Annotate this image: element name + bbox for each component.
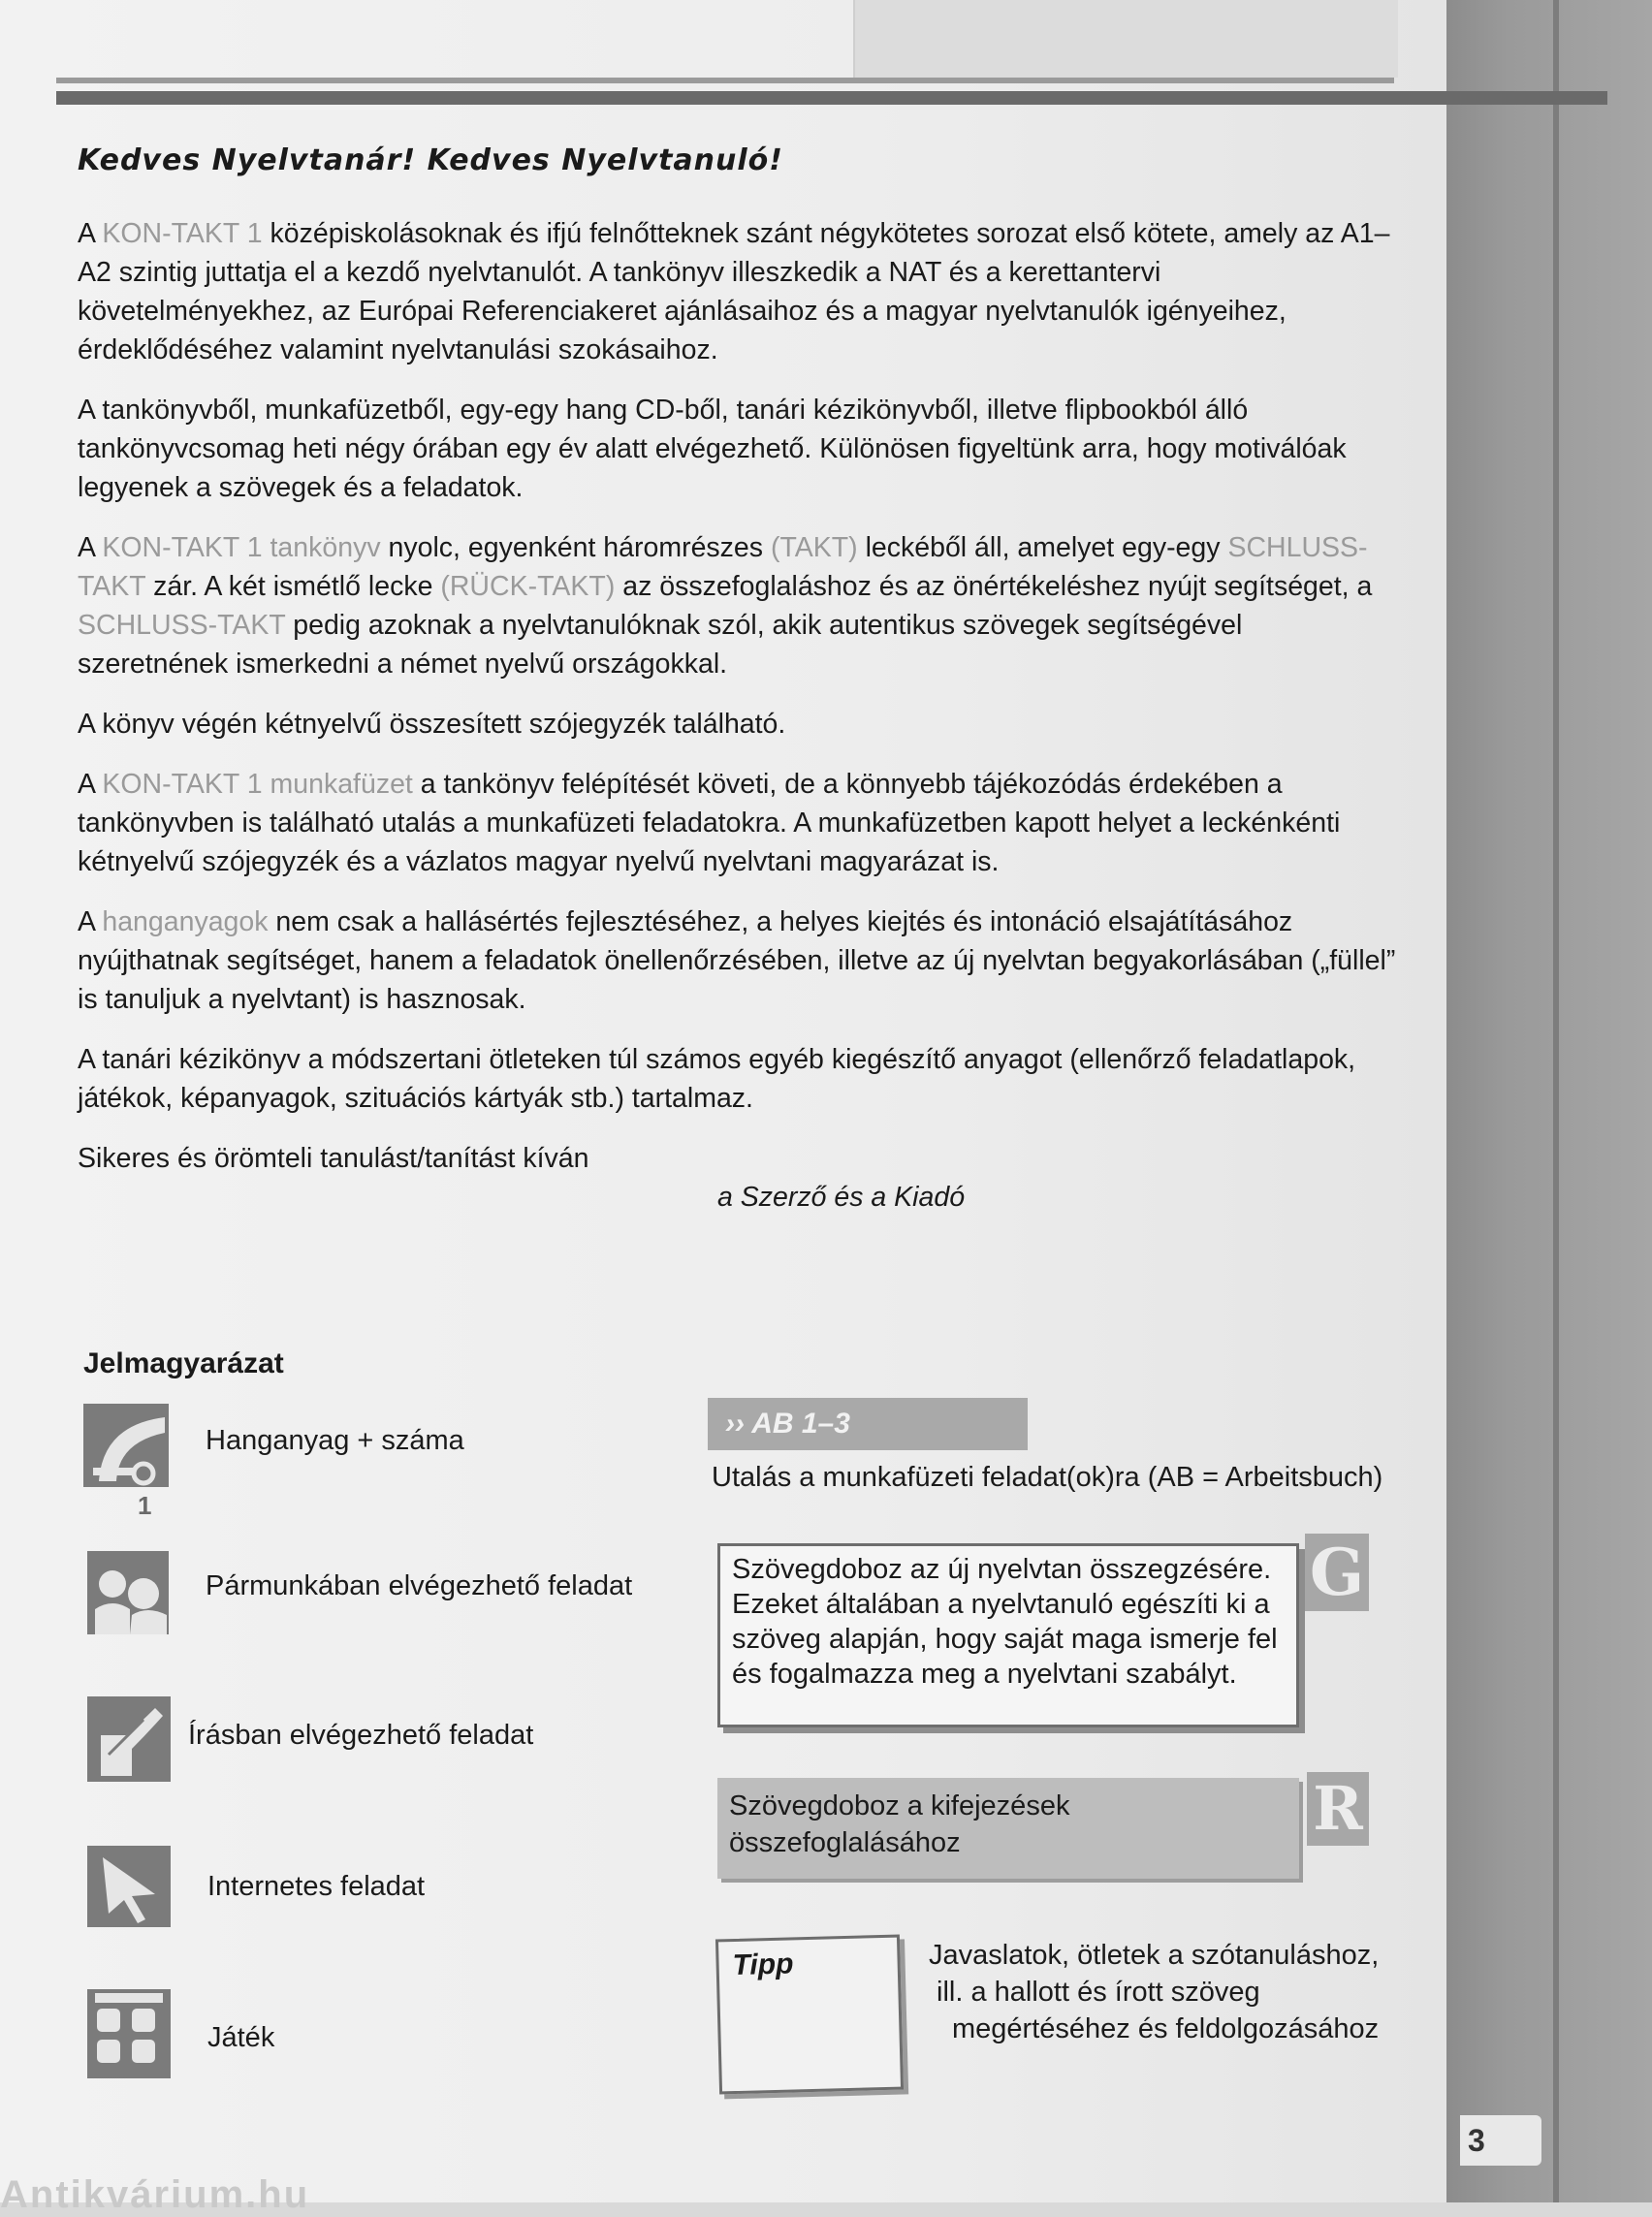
watermark: Antikvárium.hu <box>0 2173 310 2216</box>
text: középiskolásoknak és ifjú felnőtteknek szánt négykötetes sorozat első kötete, amely az A1–A2 szintig juttatja el a kezdő nyelvtanulót. A tankönyv illeszkedik a NAT és a kerettantervi követelményekhez, az Európai Referenciakeret ajánlásaihoz és a magyar nyelvtanulók igényeihez, érdeklődéséhez valamint nyelvtanulási szokásaihoz. <box>78 218 1390 365</box>
highlight-munkafuzet: KON-TAKT 1 munkafüzet <box>102 769 413 800</box>
legend-title: Jelmagyarázat <box>83 1347 284 1379</box>
internet-icon <box>87 1846 171 1927</box>
signature: a Szerző és a Kiadó <box>717 1182 966 1213</box>
pair-work-icon <box>87 1551 169 1634</box>
highlight-ruck-takt: (RÜCK-TAKT) <box>440 571 616 602</box>
audio-icon-graphic <box>83 1404 169 1487</box>
writing-label: Írásban elvégezhető feladat <box>188 1720 534 1751</box>
text: pedig azoknak a nyelvtanulóknak szól, akik autentikus szövegek segítségével szeretnének ismerkedni a német nyelvű országokkal. <box>78 610 1243 680</box>
binding-edge <box>1553 0 1559 2202</box>
tipp-line-3: megértéséhez és feldolgozásához <box>952 2013 1380 2044</box>
highlight-takt: (TAKT) <box>770 532 858 563</box>
ab-reference-note: Utalás a munkafüzeti feladat(ok)ra (AB = Arbeitsbuch) <box>712 1462 1383 1493</box>
intro-paragraph-1 <box>78 214 1396 369</box>
text: A <box>78 769 103 800</box>
intro-paragraph-7: A tanári kézikönyv a módszertani ötleteken túl számos egyéb kiegészítő anyagot (ellenőrző feladatlapok, játékok, képanyagok, szituációs kártyák stb.) tartalmaz. <box>78 1044 1356 1114</box>
closing-line: Sikeres és örömteli tanulást/tanítást kíván <box>78 1143 589 1174</box>
tipp-label: Tipp <box>732 1948 794 1982</box>
text: A <box>78 218 103 249</box>
game-label: Játék <box>207 2022 275 2053</box>
intro-paragraph-3 <box>78 528 1396 683</box>
pair-work-icon-graphic <box>87 1551 169 1634</box>
highlight-schluss-takt-2: SCHLUSS-TAKT <box>78 610 286 641</box>
dice-icon-graphic <box>87 1989 171 2078</box>
text: nem csak a hallásértés fejlesztéséhez, a helyes kiejtés és intonáció elsajátításához nyújthatnak segítséget, hanem a feladatok önellenőrzésében, illetve az új nyelvtan begyakorlásában („füllel” is tanuljuk a nyelvtant) is hasznosak. <box>78 906 1396 1015</box>
audio-icon <box>83 1404 169 1487</box>
tipp-description <box>929 1937 1379 2047</box>
grammar-badge: G <box>1305 1534 1369 1611</box>
header-tab <box>853 0 1398 78</box>
tipp-line-2: ill. a hallott és írott szöveg <box>937 1977 1260 2008</box>
writing-icon-graphic <box>87 1696 171 1782</box>
text: az összefoglaláshoz és az önértékeléshez nyújt segítséget, a <box>615 571 1373 602</box>
intro-heading: Kedves Nyelvtanár! Kedves Nyelvtanuló! <box>78 143 783 177</box>
tipp-line-1: Javaslatok, ötletek a szótanuláshoz, <box>929 1940 1380 1971</box>
text: leckéből áll, amelyet egy-egy <box>857 532 1228 563</box>
intro-paragraph-2: A tankönyvből, munkafüzetből, egy-egy hang CD-ből, tanári kézikönyvből, illetve flipbookból álló tankönyvcsomag heti négy órában egy év alatt elvégezhető. Különösen figyeltünk arra, hogy motiválóak legyenek a szövegek és a feladatok. <box>78 395 1347 503</box>
writing-icon <box>87 1696 171 1782</box>
text: zár. A két ismétlő lecke <box>145 571 441 602</box>
intro-paragraph-6 <box>78 903 1396 1019</box>
highlight-hanganyagok: hanganyagok <box>102 906 269 937</box>
highlight-tankonyv: KON-TAKT 1 tankönyv <box>102 532 381 563</box>
header-rule-thin <box>56 78 1394 83</box>
audio-number: 1 <box>138 1491 152 1520</box>
highlight-schluss-takt: SCHLUSS-TAKT <box>78 532 1368 602</box>
phrase-box: Szövegdoboz a kifejezések összefoglalásához <box>717 1778 1299 1879</box>
intro-paragraph-4: A könyv végén kétnyelvű összesített szójegyzék található. <box>78 709 786 740</box>
text: nyolc, egyenként háromrészes <box>380 532 771 563</box>
ab-reference-tag: ›› AB 1–3 <box>708 1398 1028 1450</box>
game-icon <box>87 1989 171 2078</box>
phrase-badge: R <box>1307 1772 1369 1846</box>
internet-label: Internetes feladat <box>207 1871 426 1902</box>
intro-section <box>78 143 1396 1217</box>
highlight-kontakt1: KON-TAKT 1 <box>102 218 263 249</box>
text: a tankönyv felépítését követi, de a könnyebb tájékozódás érdekében a tankönyvben is található utalás a munkafüzeti feladatokra. A munkafüzetben kapott helyet a leckénkénti kétnyelvű szójegyzék és a vázlatos magyar nyelvű nyelvtani magyarázat is. <box>78 769 1341 877</box>
audio-label: Hanganyag + száma <box>206 1425 464 1456</box>
text: A <box>78 532 103 563</box>
grammar-box: Szövegdoboz az új nyelvtan összegzésére. Ezeket általában a nyelvtanuló egészíti ki a szöveg alapján, hogy saját maga ismerje fel és fogalmazza meg a nyelvtani szabályt. <box>717 1543 1299 1727</box>
intro-paragraph-5 <box>78 765 1396 881</box>
page-number: 3 <box>1460 2115 1541 2166</box>
pair-work-label: Pármunkában elvégezhető feladat <box>206 1570 633 1601</box>
header-rule <box>56 91 1607 105</box>
tipp-note <box>715 1935 904 2095</box>
cursor-arrow-icon <box>87 1846 171 1927</box>
next-page-edge <box>1446 0 1652 2202</box>
text: A <box>78 906 103 937</box>
